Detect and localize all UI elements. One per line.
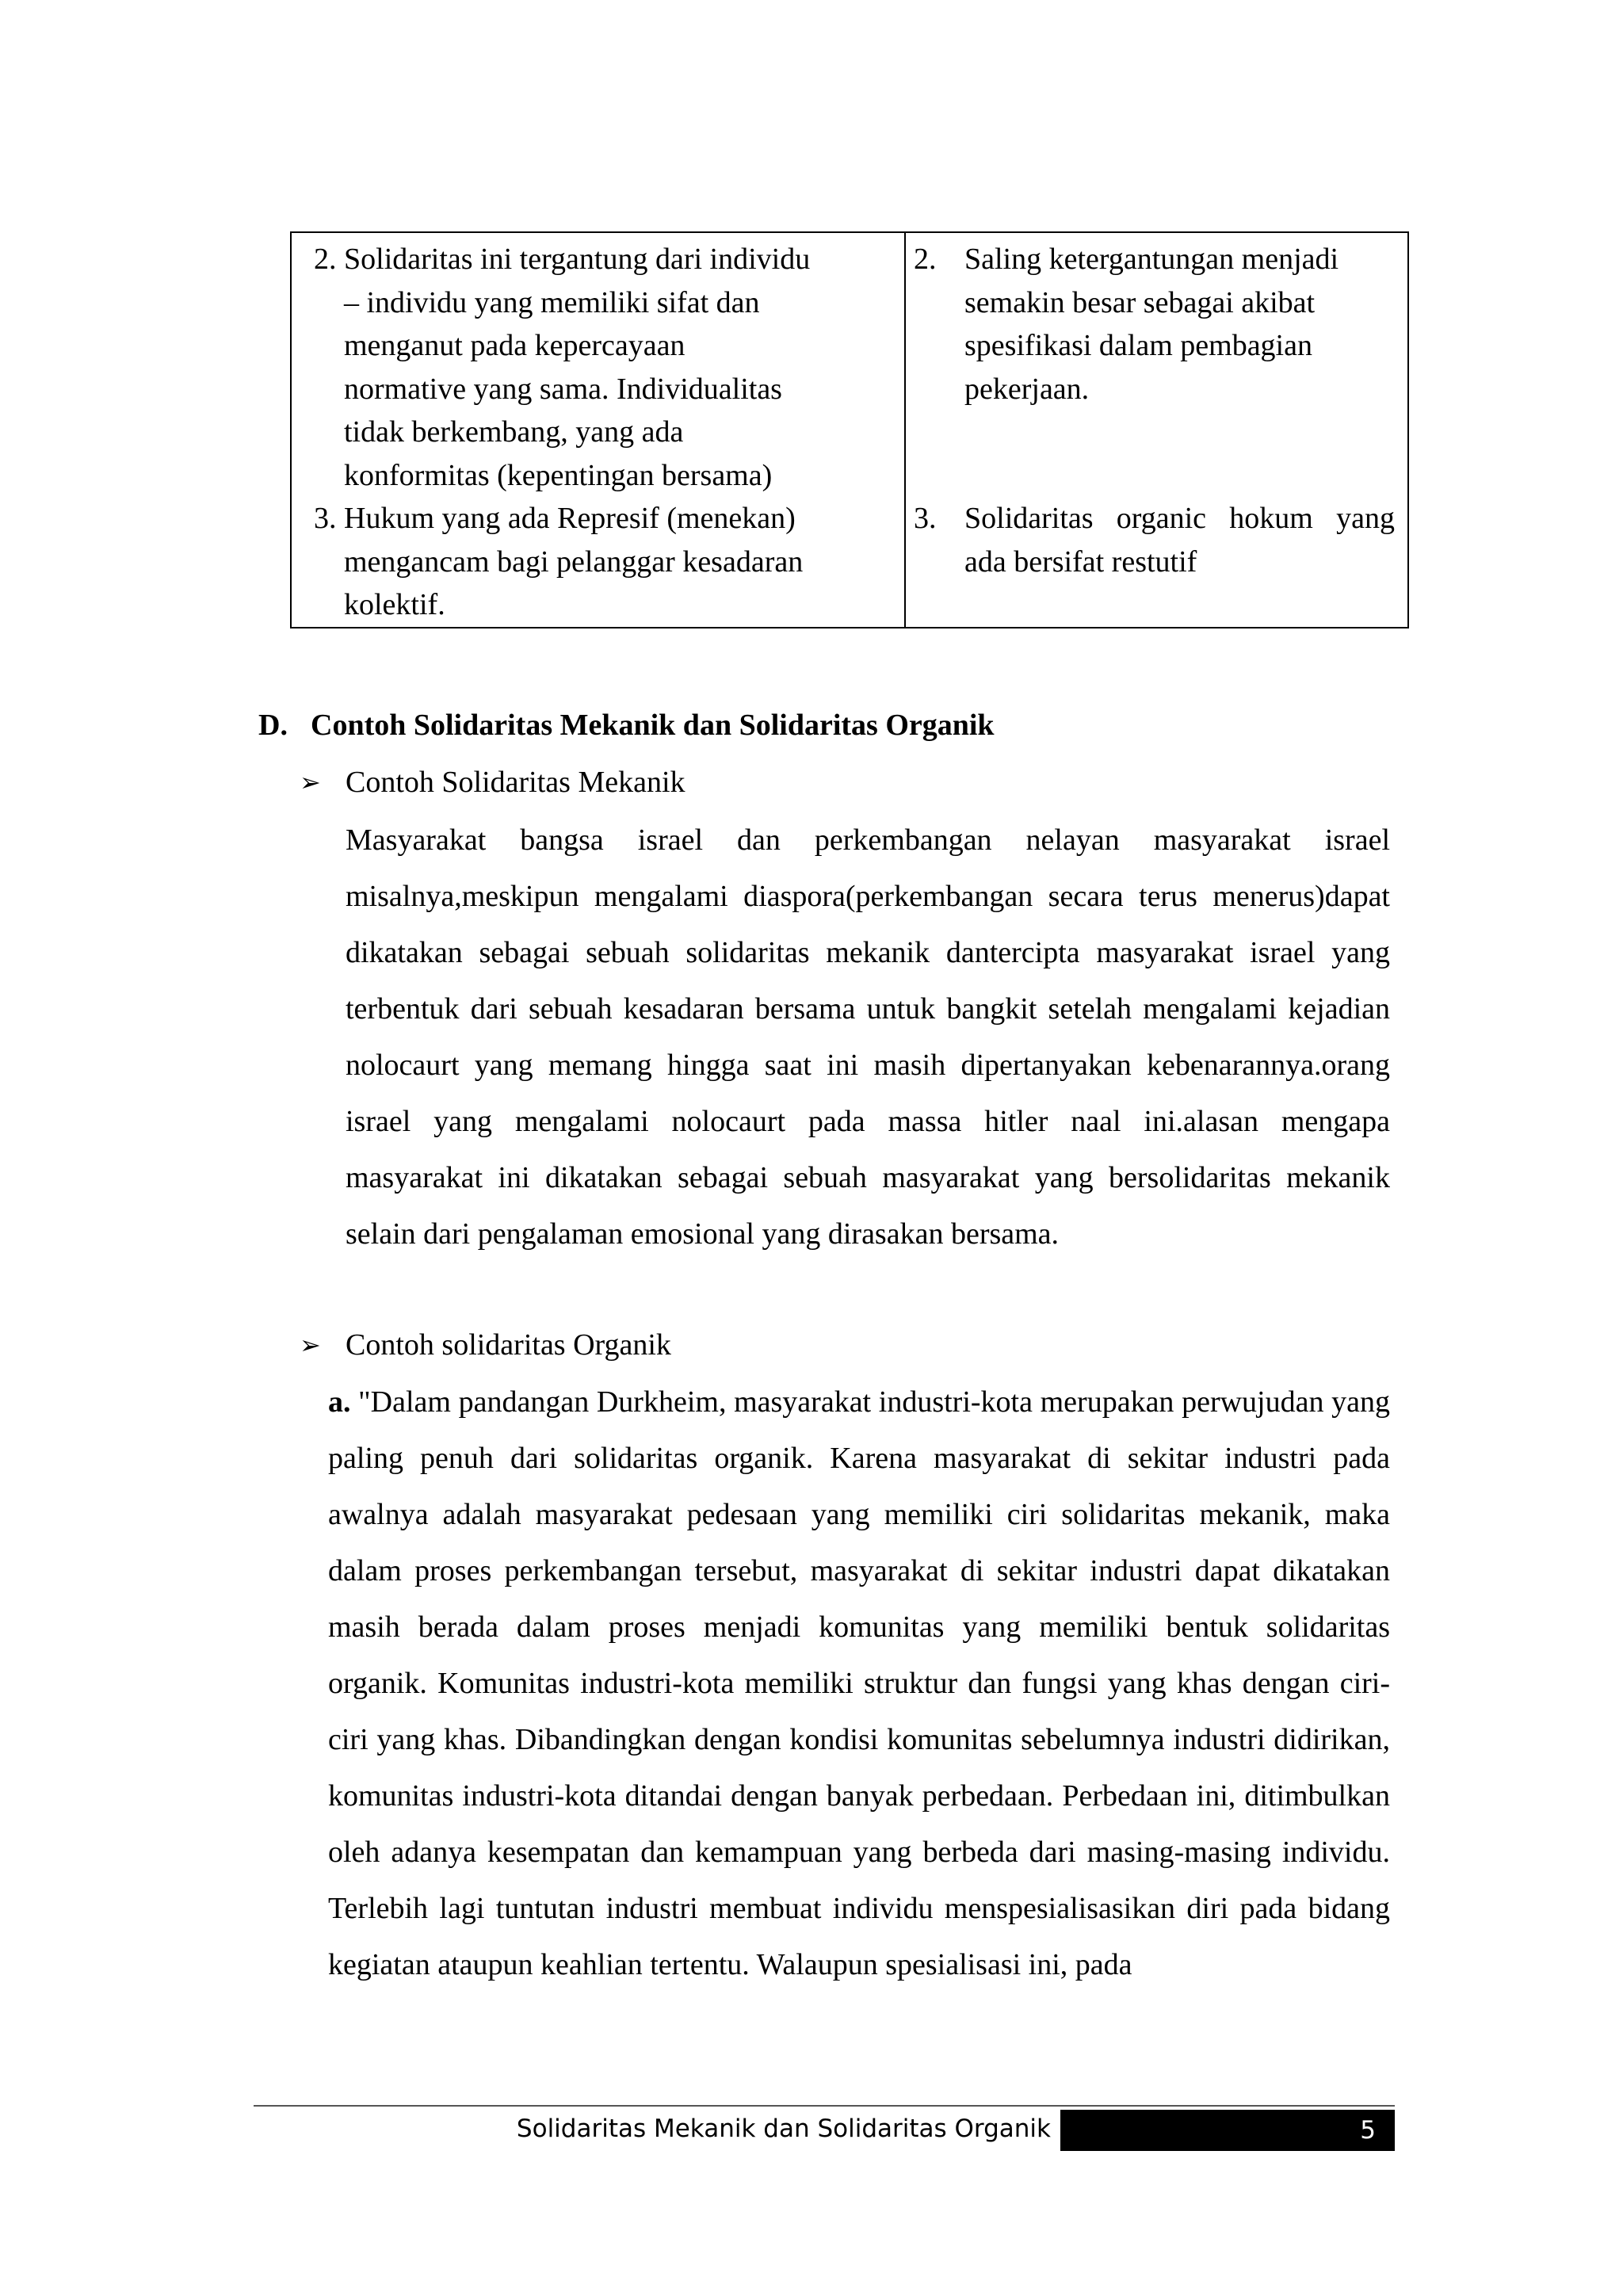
item-text — [964, 497, 1395, 583]
section-heading — [258, 704, 995, 747]
bullet-item-mekanik — [300, 761, 685, 804]
list-item — [314, 497, 895, 627]
paragraph-organik — [328, 1374, 1390, 1993]
item-number: 3. — [314, 502, 337, 535]
comparison-table — [290, 231, 1409, 628]
text-line: ada bersifat restutif — [964, 544, 1197, 579]
item-text — [344, 497, 895, 627]
text-line: tidak berkembang, yang ada — [344, 415, 684, 449]
bullet-label: Contoh Solidaritas Mekanik — [346, 766, 685, 799]
item-number: 2. — [914, 243, 937, 276]
item-number: 3. — [914, 502, 937, 535]
arrow-bullet-icon: ➢ — [300, 768, 321, 797]
item-text — [964, 238, 1395, 411]
spacer — [914, 411, 1395, 497]
text-line: Solidaritas ini tergantung dari individu — [344, 243, 811, 276]
text-line: semakin besar sebagai akibat — [964, 285, 1316, 319]
item-text — [344, 238, 895, 497]
text-line: Solidaritas organic hokum yang — [964, 502, 1395, 535]
footer-title: Solidaritas Mekanik dan Solidaritas Organik — [516, 2115, 1051, 2143]
paragraph-text: "Dalam pandangan Durkheim, masyarakat industri-kota merupakan perwujudan yang paling penuh dari solidaritas organik. Karena masyarakat di sekitar industri pada awalnya adalah masyarakat pedesaan yang memiliki ciri solidaritas mekanik, maka dalam proses perkembangan tersebut, masyarakat di sekitar industri dapat dikatakan masih berada dalam proses menjadi komunitas yang memiliki bentuk solidaritas organik. Komunitas industri-kota memiliki struktur dan fungsi yang khas dengan ciri-ciri yang khas. Dibandingkan dengan kondisi komunitas sebelumnya industri didirikan, komunitas industri-kota ditandai dengan banyak perbedaan. Perbedaan ini, ditimbulkan oleh adanya kesempatan dan kemampuan yang berbeda dari masing-masing individu. Terlebih lagi tuntutan industri membuat individu menspesialisasikan diri pada bidang kegiatan ataupun keahlian tertentu. Walaupun spesialisasi ini, pada — [328, 1385, 1390, 1981]
list-marker: a. — [328, 1385, 351, 1419]
paragraph-mekanik: Masyarakat bangsa israel dan perkembangan nelayan masyarakat israel misalnya,meskipun mengalami diaspora(perkembangan secara terus menerus)dapat dikatakan sebagai sebuah solidaritas mekanik dantercipta masyarakat israel yang terbentuk dari sebuah kesadaran bersama untuk bangkit setelah mengalami kejadian nolocaurt yang memang hingga saat ini masih dipertanyakan kebenarannya.orang israel yang mengalami nolocaurt pada massa hitler naal ini.alasan mengapa masyarakat ini dikatakan sebagai sebuah masyarakat yang bersolidaritas mekanik selain dari pengalaman emosional yang dirasakan bersama. — [346, 823, 1390, 1251]
text-line: Saling ketergantungan menjadi — [964, 243, 1339, 276]
text-line: menganut pada kepercayaan — [344, 329, 685, 362]
table-row — [291, 232, 1408, 628]
page-number-box — [1060, 2110, 1395, 2151]
text-line: kolektif. — [344, 588, 445, 621]
text-line: normative yang sama. Individualitas — [344, 372, 782, 406]
text-line: pekerjaan. — [964, 372, 1090, 406]
item-number: 2. — [314, 243, 337, 276]
table-cell-mechanical — [291, 232, 905, 628]
text-line: spesifikasi dalam pembagian — [964, 329, 1312, 362]
page-number: 5 — [1360, 2116, 1376, 2145]
list-item — [914, 497, 1395, 583]
text-line: – individu yang memiliki sifat dan — [344, 285, 760, 319]
arrow-bullet-icon: ➢ — [300, 1331, 321, 1359]
text-line: Hukum yang ada Represif (menekan) — [344, 502, 796, 535]
bullet-item-organik — [300, 1324, 671, 1366]
footer-divider — [254, 2105, 1395, 2107]
text-line: mengancam bagi pelanggar kesadaran — [344, 544, 804, 579]
list-item — [914, 238, 1395, 411]
bullet-label: Contoh solidaritas Organik — [346, 1328, 671, 1362]
table-cell-organic — [905, 232, 1408, 628]
section-title: Contoh Solidaritas Mekanik dan Solidaritas Organik — [311, 709, 995, 742]
section-letter: D. — [258, 709, 288, 742]
text-line: konformitas (kepentingan bersama) — [344, 458, 773, 492]
list-item — [314, 238, 895, 497]
